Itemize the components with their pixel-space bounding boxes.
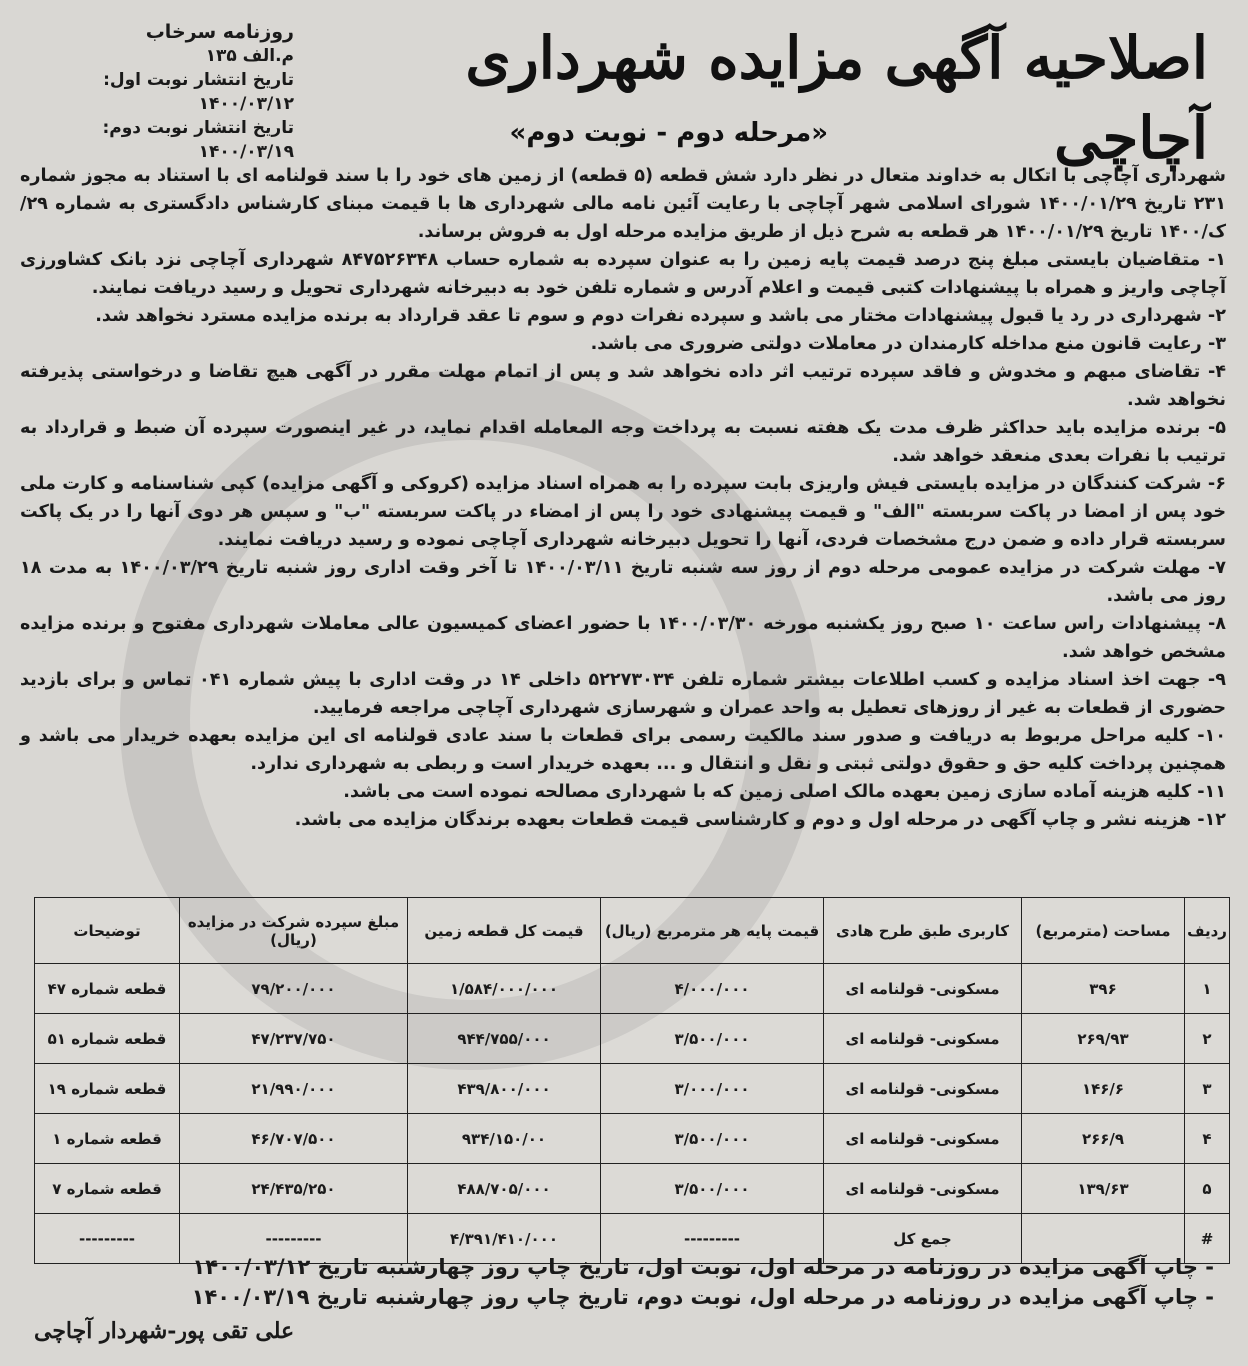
- cell-deposit: ۲۱/۹۹۰/۰۰۰: [180, 1064, 408, 1114]
- cell-base-price: ۳/۵۰۰/۰۰۰: [601, 1114, 824, 1164]
- cell-notes: قطعه شماره ۱: [35, 1114, 180, 1164]
- clause-7: ۷- مهلت شرکت در مزایده عمومی مرحله دوم از روز سه شنبه تاریخ ۱۴۰۰/۰۳/۱۱ تا آخر وقت اداری روز شنبه تاریخ ۱۴۰۰/۰۳/۲۹ به مدت ۱۸ روز می باشد.: [20, 558, 1227, 606]
- page-title: اصلاحیه آگهی مزایده شهرداری آچاچی: [465, 24, 1208, 172]
- clause-6: ۶- شرکت کنندگان در مزایده بایستی فیش واریزی بابت سپرده را به همراه اسناد مزایده (کروکی و آگهی مزایده) کپی شناسنامه و کارت ملی خود پس از امضا در پاکت سربسته "الف" و قیمت پیشنهادی خود را پس از امضاء در پاکت سربسته "ب" و سپس هر دوی آنها را در یک پاکت سربسته قرار داده و ضمن درج مشخصات فردی، آنها را تحویل دبیرخانه شهرداری آچاچی نموده و رسید دریافت نمایند.: [20, 474, 1226, 550]
- newspaper-code: م.الف ۱۳۵: [205, 46, 294, 66]
- cell-area: ۳۹۶: [1022, 964, 1185, 1014]
- cell-usage: مسکونی- قولنامه ای: [824, 1164, 1022, 1214]
- cell-notes: قطعه شماره ۵۱: [35, 1014, 180, 1064]
- cell-notes: قطعه شماره ۱۹: [35, 1064, 180, 1114]
- clause-4: ۴- تقاضای مبهم و مخدوش و فاقد سپرده ترتیب اثر داده نخواهد شد و پس از اتمام مهلت مقرر در آگهی هیچ تقاضا و درخواستی پذیرفته نخواهد شد.: [20, 362, 1226, 410]
- clause-8: ۸- پیشنهادات راس ساعت ۱۰ صبح روز یکشنبه مورخه ۱۴۰۰/۰۳/۳۰ با حضور اعضای کمیسیون عالی معاملات شهرداری مفتوح و برنده مزایده مشخص خواهد شد.: [20, 614, 1227, 662]
- clause-10: ۱۰- کلیه مراحل مربوط به دریافت و صدور سند مالکیت رسمی برای قطعات با سند عادی قولنامه ای این مزایده بعهده خریدار می باشد و همچنین پرداخت کلیه حق و حقوق دولتی ثبتی و نقل و انتقال و ... بعهده خریدار است و ربطی به شهرداری ندارد.: [20, 726, 1226, 774]
- cell-row-number: ۲: [1185, 1014, 1230, 1064]
- intro-paragraph: شهرداری آچاچی با اتکال به خداوند متعال در نظر دارد شش قطعه (۵ قطعه) از زمین های خود را با سند قولنامه ای با استناد به مجوز شماره ۲۳۱ تاریخ ۱۴۰۰/۰۱/۲۹ شورای اسلامی شهر آچاچی با رعایت آئین نامه مالی شهرداری ها با قیمت مبنای کارشناس دادگستری به شماره ۲۹/ک/۱۴۰۰ تاریخ ۱۴۰۰/۰۱/۲۹ هر قطعه به شرح ذیل از طریق مزایده مرحله اول به فروش برساند.: [20, 166, 1226, 242]
- clause-2: ۲- شهرداری در رد یا قبول پیشنهادات مختار می باشد و سپرده نفرات دوم و سوم تا عقد قرارداد به برنده مزایده مسترد نخواهد شد.: [95, 306, 1226, 326]
- table-row: [35, 1114, 1230, 1164]
- header-base-price: قیمت پایه هر مترمربع (ریال): [601, 898, 824, 964]
- signature: علی تقی پور-شهردار آچاچی: [34, 1318, 295, 1344]
- cell-area: ۲۶۹/۹۳: [1022, 1014, 1185, 1064]
- newspaper-name: روزنامه سرخاب: [145, 21, 294, 43]
- cell-total-price: ۴/۳۹۱/۴۱۰/۰۰۰: [408, 1214, 601, 1264]
- cell-usage: جمع کل: [824, 1214, 1022, 1264]
- cell-total-price: ۱/۵۸۴/۰۰۰/۰۰۰: [408, 964, 601, 1014]
- cell-area: ۱۴۶/۶: [1022, 1064, 1185, 1114]
- footer-line-2: - چاپ آگهی مزایده در روزنامه در مرحله اول، نوبت دوم، تاریخ چاپ روز چهارشنبه تاریخ ۱۴۰۰/۰۳/۱۹: [191, 1285, 1214, 1309]
- cell-base-price: ۳/۵۰۰/۰۰۰: [601, 1164, 824, 1214]
- clause-3: ۳- رعایت قانون منع مداخله کارمندان در معاملات دولتی ضروری می باشد.: [590, 334, 1226, 354]
- cell-row-number: ۳: [1185, 1064, 1230, 1114]
- header-usage: کاربری طبق طرح هادی: [824, 898, 1022, 964]
- clause-1: ۱- متقاضیان بایستی مبلغ پنج درصد قیمت پایه زمین را به عنوان سپرده به شماره حساب ۸۴۷۵۲۶۳۴۸ شهرداری آچاچی نزد بانک کشاورزی آچاچی واریز و همراه با پیشنهادات کتبی قیمت و اعلام آدرس و شماره تلفن خود به دبیرخانه شهرداری تحویل و رسید دریافت نمایند.: [20, 250, 1226, 298]
- table-row: [35, 1164, 1230, 1214]
- header-row-number: ردیف: [1185, 898, 1230, 964]
- header-area: مساحت (مترمربع): [1022, 898, 1185, 964]
- cell-notes: ---------: [35, 1214, 180, 1264]
- table-row: [35, 1064, 1230, 1114]
- cell-base-price: ۴/۰۰۰/۰۰۰: [601, 964, 824, 1014]
- publish-date-first: تاریخ انتشار نوبت اول: ۱۴۰۰/۰۳/۱۲: [103, 70, 294, 114]
- header-deposit: مبلغ سپرده شرکت در مزایده (ریال): [180, 898, 408, 964]
- cell-usage: مسکونی- قولنامه ای: [824, 1114, 1022, 1164]
- cell-total-price: ۹۴۴/۷۵۵/۰۰۰: [408, 1014, 601, 1064]
- header-total-price: قیمت کل قطعه زمین: [408, 898, 601, 964]
- cell-notes: قطعه شماره ۷: [35, 1164, 180, 1214]
- cell-total-price: ۹۳۴/۱۵۰/۰۰: [408, 1114, 601, 1164]
- cell-base-price: ---------: [601, 1214, 824, 1264]
- table-header-row: [35, 898, 1230, 964]
- cell-row-number: ۵: [1185, 1164, 1230, 1214]
- table-row: [35, 964, 1230, 1014]
- clause-5: ۵- برنده مزایده باید حداکثر ظرف مدت یک هفته نسبت به پرداخت وجه المعامله اقدام نماید، در غیر اینصورت سپرده آن ضبط و قرارداد به ترتیب با نفرات بعدی منعقد خواهد شد.: [20, 418, 1226, 466]
- cell-deposit: ۷۹/۲۰۰/۰۰۰: [180, 964, 408, 1014]
- newspaper-info: [34, 20, 294, 164]
- footer-line-1: - چاپ آگهی مزایده در روزنامه در مرحله اول، نوبت اول، تاریخ چاپ روز چهارشنبه تاریخ ۱۴۰۰/۰۳/۱۲: [192, 1255, 1214, 1279]
- lots-table: [34, 897, 1230, 1264]
- cell-deposit: ۴۷/۲۳۷/۷۵۰: [180, 1014, 408, 1064]
- cell-notes: قطعه شماره ۴۷: [35, 964, 180, 1014]
- cell-row-number: ۱: [1185, 964, 1230, 1014]
- clause-9: ۹- جهت اخذ اسناد مزایده و کسب اطلاعات بیشتر شماره تلفن ۵۲۲۷۳۰۳۴ داخلی ۱۴ در وقت اداری با پیش شماره ۰۴۱ تماس و برای بازدید حضوری از قطعات به غیر از روزهای تعطیل به واحد عمران و شهرسازی شهرداری آچاچی مراجعه فرمایید.: [20, 670, 1226, 718]
- cell-row-number: ۴: [1185, 1114, 1230, 1164]
- footer-notes: [24, 1252, 1214, 1312]
- cell-total-price: ۴۸۸/۷۰۵/۰۰۰: [408, 1164, 601, 1214]
- table-row: [35, 1014, 1230, 1064]
- cell-deposit: ۲۴/۴۳۵/۲۵۰: [180, 1164, 408, 1214]
- cell-base-price: ۳/۰۰۰/۰۰۰: [601, 1064, 824, 1114]
- cell-base-price: ۳/۵۰۰/۰۰۰: [601, 1014, 824, 1064]
- cell-usage: مسکونی- قولنامه ای: [824, 1014, 1022, 1064]
- cell-total-price: ۴۳۹/۸۰۰/۰۰۰: [408, 1064, 601, 1114]
- clause-11: ۱۱- کلیه هزینه آماده سازی زمین بعهده مالک اصلی زمین که با شهرداری مصالحه نموده است می باشد.: [343, 782, 1226, 802]
- clause-12: ۱۲- هزینه نشر و چاپ آگهی در مرحله اول و دوم و کارشناسی قیمت قطعات بعهده برندگان مزایده می باشد.: [294, 810, 1226, 830]
- header-notes: توضیحات: [35, 898, 180, 964]
- cell-row-number: #: [1185, 1214, 1230, 1264]
- cell-deposit: ۴۶/۷۰۷/۵۰۰: [180, 1114, 408, 1164]
- cell-usage: مسکونی- قولنامه ای: [824, 1064, 1022, 1114]
- announcement-body: [20, 162, 1226, 834]
- cell-area: ۱۳۹/۶۳: [1022, 1164, 1185, 1214]
- cell-usage: مسکونی- قولنامه ای: [824, 964, 1022, 1014]
- cell-area: ۲۶۶/۹: [1022, 1114, 1185, 1164]
- publish-date-second: تاریخ انتشار نوبت دوم: ۱۴۰۰/۰۳/۱۹: [102, 118, 294, 162]
- page-subtitle: «مرحله دوم - نوبت دوم»: [509, 118, 828, 148]
- cell-deposit: ---------: [180, 1214, 408, 1264]
